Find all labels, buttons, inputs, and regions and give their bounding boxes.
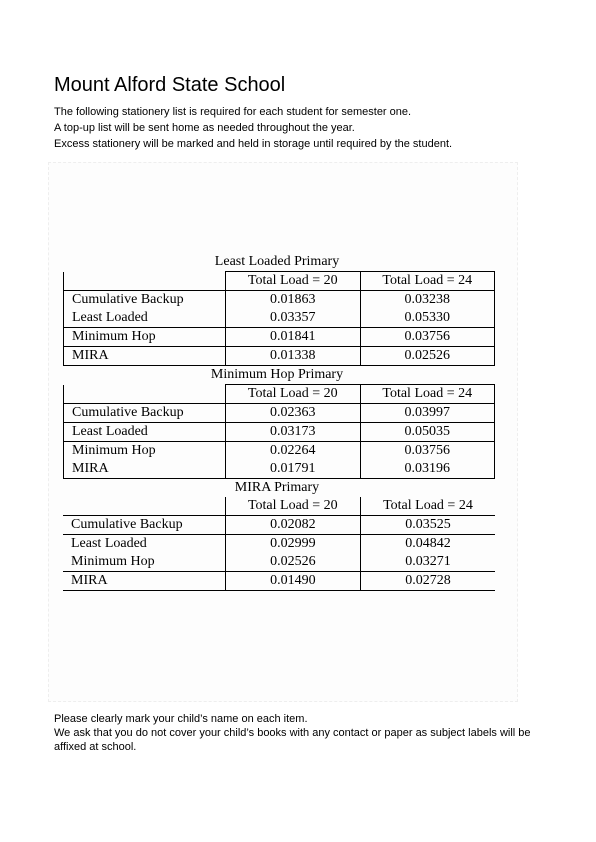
table-header-cell: Total Load = 24 — [360, 497, 495, 516]
table-caption: Least Loaded Primary — [214, 254, 340, 269]
table-cell: 0.02999 — [225, 535, 360, 554]
table-row — [63, 572, 495, 591]
table-cell: Minimum Hop — [64, 442, 226, 461]
table-cell: 0.03756 — [360, 328, 495, 347]
table-cell: Cumulative Backup — [64, 404, 226, 423]
table-row — [64, 442, 495, 461]
table-cell: 0.03238 — [360, 291, 495, 310]
table-cell: 0.05330 — [360, 309, 495, 328]
table-cell: 0.05035 — [360, 423, 495, 442]
table-row — [64, 423, 495, 442]
table-cell: 0.03756 — [360, 442, 495, 461]
table-row — [64, 347, 495, 366]
page-title: Mount Alford State School — [54, 74, 286, 96]
table-row — [63, 516, 495, 535]
table-cell: MIRA — [64, 347, 226, 366]
intro-line: The following stationery list is required for each student for semester one. — [54, 106, 412, 118]
table-header-cell: Total Load = 20 — [226, 385, 360, 404]
intro-line: A top-up list will be sent home as needed throughout the year. — [54, 122, 355, 134]
table-row — [63, 553, 495, 572]
table-header-cell — [64, 385, 226, 404]
footer-line: We ask that you do not cover your child’s books with any contact or paper as subject labels will be affixed at school. — [54, 727, 531, 753]
table-row — [64, 460, 495, 479]
table-cell: Cumulative Backup — [63, 516, 225, 535]
table-header-cell: Total Load = 20 — [225, 497, 360, 516]
table-cell: 0.01863 — [226, 291, 360, 310]
table-row — [64, 328, 495, 347]
table-row — [64, 309, 495, 328]
mira-primary-table — [63, 497, 495, 591]
table-cell: 0.01791 — [226, 460, 360, 479]
table-cell: 0.02526 — [225, 553, 360, 572]
table-cell: 0.01490 — [225, 572, 360, 591]
table-cell: 0.03271 — [360, 553, 495, 572]
least-loaded-primary-table — [63, 271, 495, 366]
table-cell: 0.01338 — [226, 347, 360, 366]
table-cell: 0.03173 — [226, 423, 360, 442]
table-cell: 0.01841 — [226, 328, 360, 347]
table-header-cell: Total Load = 24 — [360, 385, 495, 404]
table-cell: Minimum Hop — [63, 553, 225, 572]
table-cell: Minimum Hop — [64, 328, 226, 347]
minimum-hop-primary-table — [63, 384, 495, 479]
table-cell: 0.02082 — [225, 516, 360, 535]
table-caption: Minimum Hop Primary — [210, 367, 344, 382]
table-cell: 0.02363 — [226, 404, 360, 423]
intro-text — [54, 104, 452, 152]
footer-text — [54, 712, 544, 754]
table-row — [63, 535, 495, 554]
table-cell: Least Loaded — [64, 309, 226, 328]
table-caption: MIRA Primary — [234, 480, 320, 495]
table-cell: 0.03997 — [360, 404, 495, 423]
table-cell: Cumulative Backup — [64, 291, 226, 310]
table-header-cell — [64, 272, 226, 291]
table-row — [64, 291, 495, 310]
table-cell: Least Loaded — [63, 535, 225, 554]
footer-line: Please clearly mark your child’s name on each item. — [54, 713, 308, 725]
table-cell: MIRA — [63, 572, 225, 591]
results-table-image — [48, 162, 518, 702]
table-cell: 0.03196 — [360, 460, 495, 479]
table-cell: 0.02728 — [360, 572, 495, 591]
table-row — [64, 404, 495, 423]
table-cell: 0.02264 — [226, 442, 360, 461]
table-cell: 0.03357 — [226, 309, 360, 328]
table-cell: 0.02526 — [360, 347, 495, 366]
intro-line: Excess stationery will be marked and held in storage until required by the student. — [54, 138, 453, 150]
table-cell: Least Loaded — [64, 423, 226, 442]
table-header-cell — [63, 497, 225, 516]
table-header-cell: Total Load = 20 — [226, 272, 360, 291]
table-cell: 0.03525 — [360, 516, 495, 535]
table-cell: MIRA — [64, 460, 226, 479]
table-header-cell: Total Load = 24 — [360, 272, 495, 291]
table-cell: 0.04842 — [405, 536, 451, 551]
